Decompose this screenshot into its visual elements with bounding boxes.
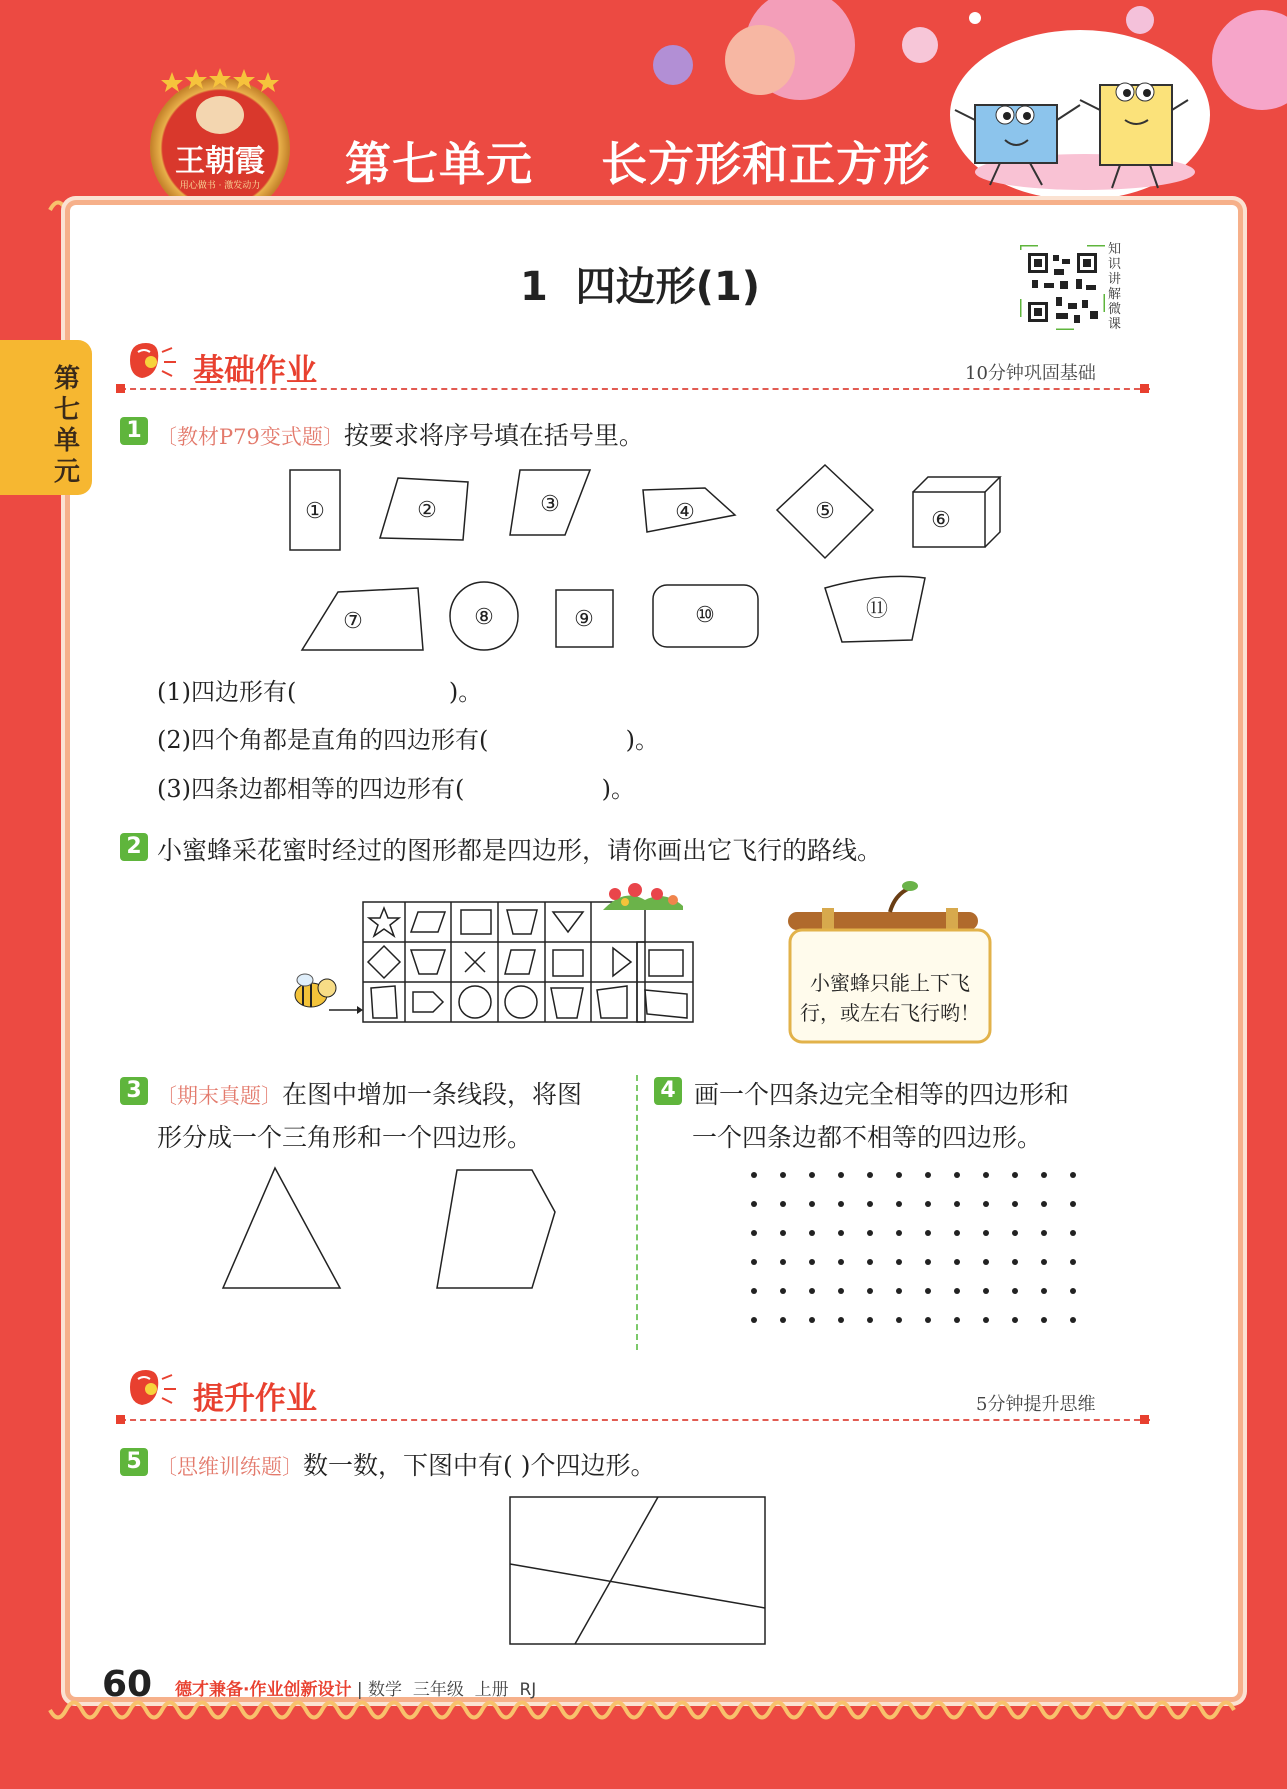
q5-tag: 〔思维训练题〕 [156,1455,303,1479]
shape-label: ③ [540,492,560,517]
qr-label: 知识讲解微课 [1108,242,1122,332]
grid-dot[interactable] [983,1317,989,1323]
basic-section-divider [120,388,1150,390]
grid-dot[interactable] [1070,1317,1076,1323]
grid-dot[interactable] [809,1259,815,1265]
divider-dot [1140,1415,1149,1424]
grid-dot[interactable] [867,1172,873,1178]
qr-code-icon[interactable] [1020,245,1105,330]
advanced-section-note: 5分钟提升思维 [976,1394,1096,1415]
q3-q4-divider [636,1075,638,1350]
grid-dot[interactable] [925,1259,931,1265]
q2-number: 2 [120,833,148,861]
grid-dot[interactable] [1041,1172,1047,1178]
grid-dot[interactable] [1012,1317,1018,1323]
bee-icon [295,974,336,1007]
grid-dot[interactable] [925,1288,931,1294]
grid-dot[interactable] [1041,1317,1047,1323]
grid-dot[interactable] [896,1259,902,1265]
grid-dot[interactable] [1012,1201,1018,1207]
grid-dot[interactable] [896,1172,902,1178]
grid-dot[interactable] [1012,1288,1018,1294]
q1-sub1: (1)四边形有( )。 [157,678,483,706]
grid-dot[interactable] [1070,1172,1076,1178]
grid-dot[interactable] [925,1201,931,1207]
grid-dot[interactable] [1041,1230,1047,1236]
grid-dot[interactable] [838,1201,844,1207]
grid-dot[interactable] [1012,1172,1018,1178]
q1-number: 1 [120,417,148,445]
shape-label: ⑨ [574,607,594,632]
brand-name: 王朝霞 [175,144,265,179]
shape-label: ④ [675,500,695,525]
q3-line1: 〔期末真题〕在图中增加一条线段，将图 [156,1080,583,1109]
grid-dot[interactable] [780,1201,786,1207]
shape-label: ⑦ [343,609,363,634]
q1-sub2: (2)四个角都是直角的四边形有( )。 [157,726,660,754]
grid-dot[interactable] [780,1259,786,1265]
shape-label: ⑧ [474,605,494,630]
grid-dot[interactable] [751,1259,757,1265]
q1-tag: 〔教材P79变式题〕 [156,425,344,449]
unit-side-tab-label: 第七单元 [53,364,80,487]
grid-dot[interactable] [954,1288,960,1294]
lesson-title: 1 四边形(1) [520,264,761,310]
grid-dot[interactable] [751,1288,757,1294]
q3-pentagon [437,1170,555,1288]
q5-number: 5 [120,1448,148,1476]
q3-figures [215,1160,575,1300]
q1-shapes-figure [280,460,1020,660]
grid-dot[interactable] [838,1317,844,1323]
dot-grid[interactable] [740,1165,1080,1335]
q3-tag: 〔期末真题〕 [156,1084,282,1108]
advanced-section-title: 提升作业 [193,1381,317,1417]
grid-dot[interactable] [867,1201,873,1207]
grid-dot[interactable] [896,1201,902,1207]
shape-label: ⑥ [931,508,951,533]
grid-dot[interactable] [751,1172,757,1178]
section-badge-icon [120,338,180,383]
grid-dot[interactable] [925,1230,931,1236]
divider-dot [1140,384,1149,393]
wavy-border-bottom [0,1700,1287,1730]
mascot-shapes [950,70,1190,200]
grid-dot[interactable] [838,1288,844,1294]
grid-dot[interactable] [809,1288,815,1294]
grid-dot[interactable] [1070,1259,1076,1265]
q4-line1: 画一个四条边完全相等的四边形和 [694,1080,1070,1109]
q2-prompt: 小蜜蜂采花蜜时经过的图形都是四边形，请你画出它飞行的路线。 [157,836,883,865]
grid-dot[interactable] [809,1201,815,1207]
grid-dot[interactable] [925,1172,931,1178]
shape-label: ⑪ [865,597,889,622]
grid-dot[interactable] [780,1317,786,1323]
shape-label: ⑩ [695,603,715,628]
grid-dot[interactable] [1070,1288,1076,1294]
basic-section-title: 基础作业 [193,353,317,389]
grid-dot[interactable] [1012,1230,1018,1236]
divider-dot [116,384,125,393]
grid-dot[interactable] [751,1317,757,1323]
grid-dot[interactable] [983,1172,989,1178]
q1-prompt: 〔教材P79变式题〕按要求将序号填在括号里。 [156,421,644,450]
grid-dot[interactable] [954,1172,960,1178]
flowers-icon [603,883,683,910]
q4-line2: 一个四条边都不相等的四边形。 [692,1123,1043,1152]
grid-dot[interactable] [983,1201,989,1207]
grid-dot[interactable] [1041,1201,1047,1207]
basic-section-note: 10分钟巩固基础 [965,363,1096,384]
grid-dot[interactable] [867,1288,873,1294]
grid-dot[interactable] [896,1317,902,1323]
grid-dot[interactable] [954,1259,960,1265]
grid-dot[interactable] [954,1201,960,1207]
shape-label: ② [417,498,437,523]
grid-dot[interactable] [809,1317,815,1323]
grid-dot[interactable] [751,1230,757,1236]
grid-dot[interactable] [809,1172,815,1178]
grid-dot[interactable] [1041,1259,1047,1265]
grid-dot[interactable] [838,1172,844,1178]
grid-dot[interactable] [896,1288,902,1294]
grid-dot[interactable] [867,1259,873,1265]
advanced-section-divider [120,1419,1150,1421]
grid-dot[interactable] [751,1201,757,1207]
shape-6 [913,477,1000,547]
grid-dot[interactable] [780,1288,786,1294]
q3-number: 3 [120,1077,148,1105]
grid-dot[interactable] [780,1230,786,1236]
bee-maze-grid [285,880,725,1050]
q4-number: 4 [654,1077,682,1105]
avatar [196,96,244,134]
grid-dot[interactable] [780,1172,786,1178]
stars-icon [160,68,280,92]
section-badge-icon [120,1365,180,1410]
grid-dot[interactable] [1012,1259,1018,1265]
grid-dot[interactable] [925,1317,931,1323]
hint-sign-text: 小蜜蜂只能上下飞 行，或左右飞行哟！ [800,971,980,1025]
grid-dot[interactable] [896,1230,902,1236]
grid-dot[interactable] [838,1230,844,1236]
grid-dot[interactable] [983,1288,989,1294]
grid-dot[interactable] [809,1230,815,1236]
grid-dot[interactable] [983,1259,989,1265]
q3-line2: 形分成一个三角形和一个四边形。 [157,1123,533,1152]
grid-dot[interactable] [867,1317,873,1323]
page-number: 60 [102,1664,153,1705]
grid-dot[interactable] [867,1230,873,1236]
shape-label: ① [305,499,325,524]
grid-dot[interactable] [1070,1201,1076,1207]
q5-prompt: 〔思维训练题〕数一数，下图中有( )个四边形。 [156,1451,656,1480]
brand-motto: 用心做书 · 激发动力 [179,181,261,191]
divider-dot [116,1415,125,1424]
q1-sub3: (3)四条边都相等的四边形有( )。 [157,775,636,803]
grid-dot[interactable] [1041,1288,1047,1294]
grid-dot[interactable] [954,1230,960,1236]
grid-dot[interactable] [954,1317,960,1323]
footer-info: 德才兼备·作业创新设计 | 数学 三年级 上册 RJ [175,1680,537,1700]
unit-title: 第七单元 长方形和正方形 [345,137,931,191]
q3-triangle [223,1168,340,1288]
grid-dot[interactable] [838,1259,844,1265]
grid-dot[interactable] [1070,1230,1076,1236]
shape-label: ⑤ [815,499,835,524]
q5-figure [505,1492,770,1647]
grid-dot[interactable] [983,1230,989,1236]
